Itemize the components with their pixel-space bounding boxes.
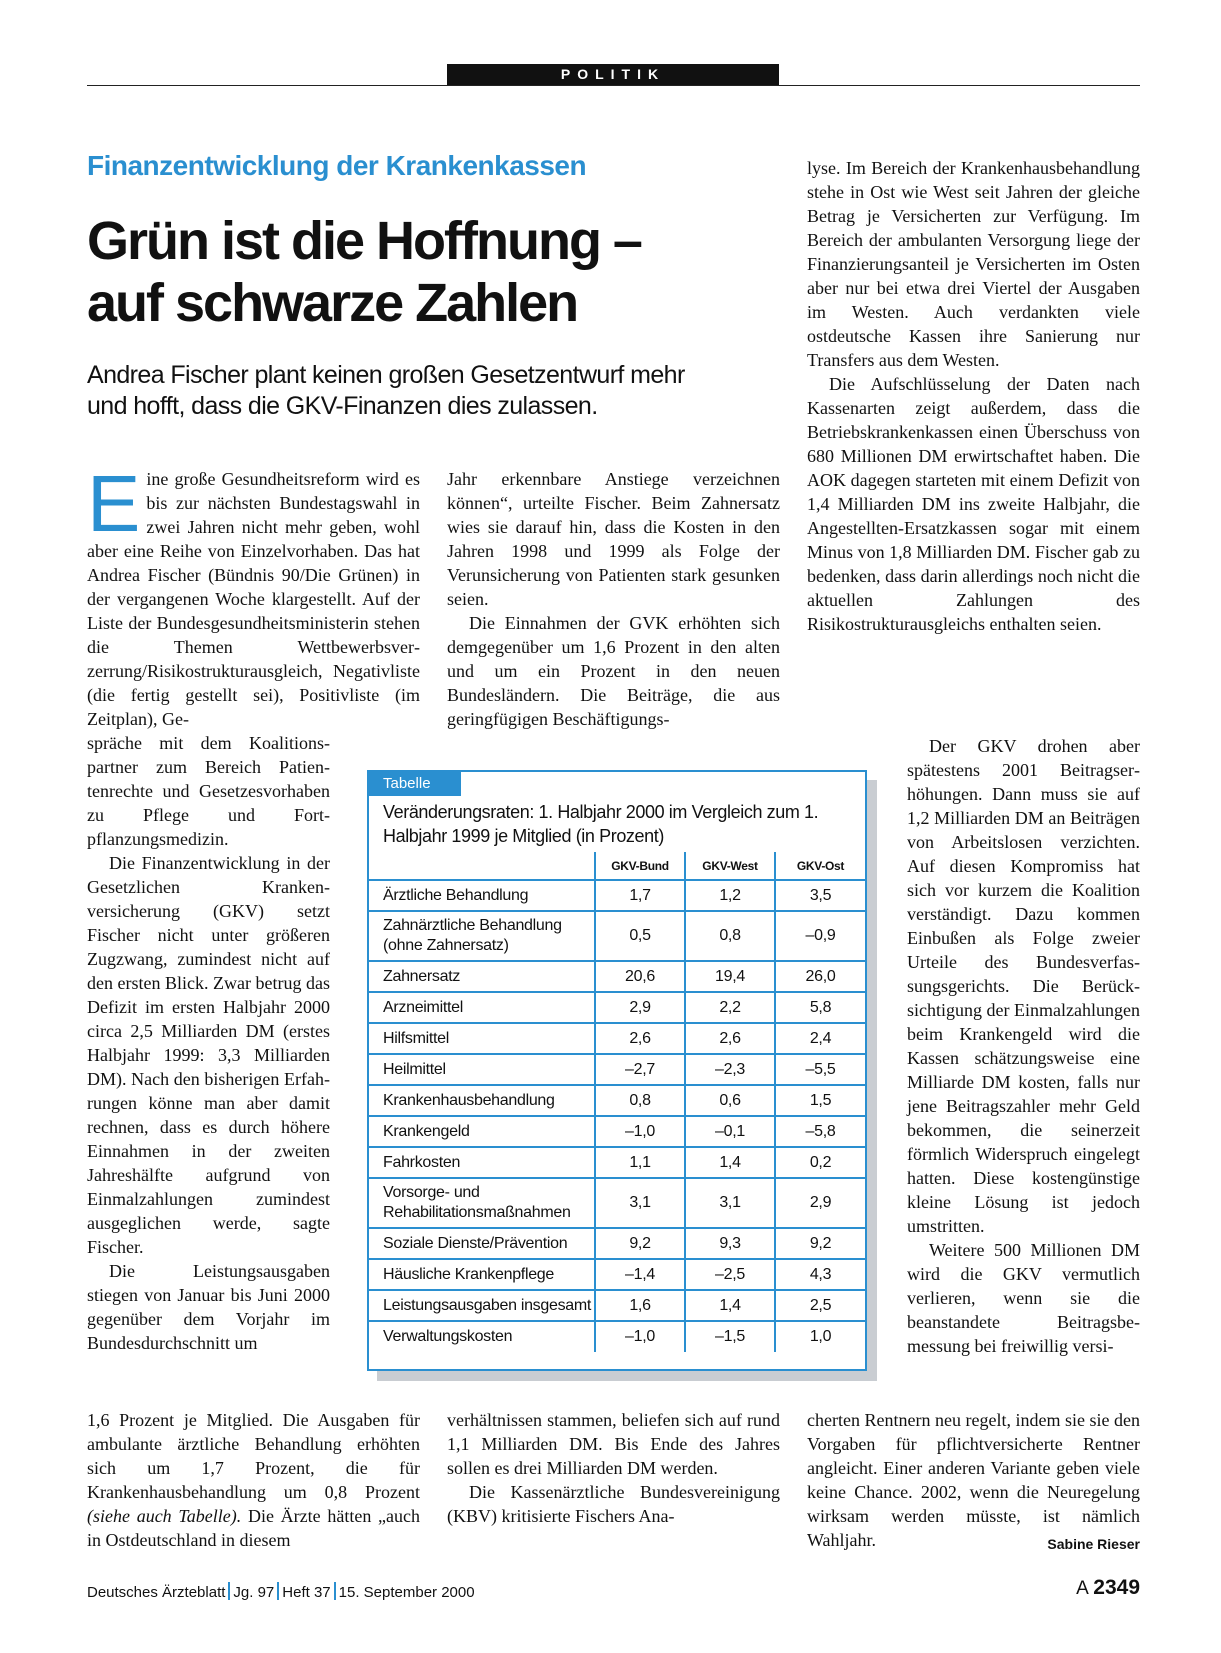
- table-cell-gkv-west: 3,1: [685, 1178, 775, 1228]
- table-row-label: Soziale Dienste/Prävention: [369, 1228, 595, 1259]
- table-cell-gkv-west: 0,6: [685, 1085, 775, 1116]
- table-cell-gkv-west: 0,8: [685, 911, 775, 961]
- headline-line-1: Grün ist die Hoffnung –: [87, 211, 641, 271]
- footer-separator: [228, 1582, 230, 1600]
- table-cell-gkv-bund: –1,4: [595, 1259, 685, 1290]
- article-column-3: [807, 156, 1140, 636]
- table-row: [369, 1023, 865, 1054]
- paragraph-3-text: 1,6 Prozent je Mitglied. Die Ausgaben für ambulante ärztliche Behandlung erhöhten sich um 1,7 Prozent, die für Krankenhausbehandlung um 0,8 Prozent: [87, 1410, 420, 1502]
- kicker: Finanzentwicklung der Krankenkassen: [87, 150, 587, 181]
- table-row: [369, 1116, 865, 1147]
- table-cell-gkv-ost: 26,0: [775, 961, 865, 992]
- article-column-1-bottom: [87, 1408, 420, 1552]
- paragraph-3: Die Leistungsausgaben stiegen von Januar bis Juni 2000 gegenüber dem Vorjahr im Bundesdurchschnitt um: [87, 1261, 330, 1353]
- data-table: [369, 852, 865, 1352]
- table-cell-gkv-bund: –2,7: [595, 1054, 685, 1085]
- article-column-3-bottom: [807, 1408, 1140, 1556]
- footer-issue: Heft 37: [282, 1584, 331, 1601]
- table-cell-gkv-west: 9,3: [685, 1228, 775, 1259]
- paragraph-9: Der GKV drohen aber spätestens 2001 Beitragserhöhungen. Dann muss sie auf 1,2 Milliarden DM an Beiträgen von Arbeitslosen verzichten. Auf diesen Kompromiss hat sich vor kurzem die Koalition verständigt. Dazu kommen Einbußen als Folge zweier Urteile des Bundesverfassungsgerichts. Die Berücksichtigung der Einmalzahlungen beim Krankengeld wird die Kassen schätzungsweise eine Milliarde DM kosten, falls nur jene Beitragszahler mehr Geld bekommen, die seinerzeit förmlich Widerspruch eingelegt hatten. Diese kostengünstige kleine Lösung ist jedoch umstritten.: [907, 736, 1140, 1236]
- table-row-label: Fahrkosten: [369, 1147, 595, 1178]
- data-table-box: [367, 770, 867, 1371]
- table-header-row: [369, 852, 865, 880]
- table-cell-gkv-bund: 0,8: [595, 1085, 685, 1116]
- footer-citation: [87, 1582, 475, 1601]
- table-caption: Veränderungsraten: 1. Halbjahr 2000 im Vergleich zum 1. Halbjahr 1999 je Mitglied (in Prozent): [383, 802, 819, 846]
- paragraph-1: [87, 459, 420, 731]
- table-cell-gkv-bund: 3,1: [595, 1178, 685, 1228]
- table-cell-gkv-ost: 2,5: [775, 1290, 865, 1321]
- footer-journal: Deutsches Ärzteblatt: [87, 1584, 226, 1601]
- dek-line-2: und hofft, dass die GKV-Finanzen dies zulassen.: [87, 392, 598, 420]
- footer-separator: [334, 1582, 336, 1600]
- paragraph-5: Die Einnahmen der GVK erhöhten sich demgegenüber um 1,6 Prozent in den alten und um ein Prozent in den neuen Bundesländern. Die Beiträge, die aus geringfügigen Beschäftigungs-: [447, 613, 780, 729]
- dek: [87, 360, 807, 422]
- paragraph-4: Jahr erkennbare Anstiege verzeichnen können“, urteilte Fischer. Beim Zahnersatz wies sie darauf hin, dass die Kosten in den Jahren 1998 und 1999 als Folge der Verunsicherung von Patienten stark gesunken seien.: [447, 469, 780, 609]
- table-cell-gkv-bund: –1,0: [595, 1321, 685, 1352]
- page-prefix: A: [1076, 1578, 1089, 1599]
- paragraph-1-cont: spräche mit dem Koalitionspartner zum Bereich Patientenrechte und Gesetzesvorhaben zu Pflege und Fortpflanzungsmedizin.: [87, 733, 330, 849]
- paragraph-3-tail: Die Ärzte hätten „auch in Ostdeutschland in diesem: [87, 1506, 420, 1550]
- table-row-label: Leistungsausgaben insgesamt: [369, 1290, 595, 1321]
- section-rule: [87, 85, 1140, 86]
- table-cell-gkv-ost: 5,8: [775, 992, 865, 1023]
- table-cell-gkv-ost: 1,5: [775, 1085, 865, 1116]
- paragraph-10-cont: [807, 1408, 1140, 1552]
- table-row-label: Hilfsmittel: [369, 1023, 595, 1054]
- table-row: [369, 1147, 865, 1178]
- table-cell-gkv-ost: 2,9: [775, 1178, 865, 1228]
- table-cell-gkv-ost: 1,0: [775, 1321, 865, 1352]
- article-column-3-narrow: [907, 734, 1140, 1358]
- page-number-block: [1076, 1576, 1140, 1600]
- table-cell-gkv-west: –1,5: [685, 1321, 775, 1352]
- article-column-2: [447, 467, 780, 731]
- table-cell-gkv-bund: 2,9: [595, 992, 685, 1023]
- table-header-gkv-bund: GKV-Bund: [595, 852, 685, 880]
- paragraph-3-cont: [87, 1408, 420, 1552]
- table-cell-gkv-west: –2,5: [685, 1259, 775, 1290]
- table-row-label: Krankengeld: [369, 1116, 595, 1147]
- paragraph-5-cont: verhältnissen stammen, beliefen sich auf rund 1,1 Milliarden DM. Bis Ende des Jahres sollen es drei Milliarden DM werden.: [447, 1410, 780, 1478]
- footer-separator: [277, 1582, 279, 1600]
- table-cell-gkv-bund: 1,6: [595, 1290, 685, 1321]
- dek-line-1: Andrea Fischer plant keinen großen Gesetzentwurf mehr: [87, 361, 685, 389]
- paragraph-7: lyse. Im Bereich der Krankenhausbehandlung stehe in Ost wie West seit Jahren der gleiche Betrag je Versicherten zur Verfügung. Im Bereich der ambulanten Versorgung liege der Finanzierungsanteil je Versicherten im Osten aber nur bei etwa drei Viertel der Ausgaben im Westen. Auch verdankten viele ostdeutsche Kassen ihre Sanierung nur Transfers aus dem Westen.: [807, 158, 1140, 370]
- table-cell-gkv-west: 2,6: [685, 1023, 775, 1054]
- table-cell-gkv-ost: 3,5: [775, 880, 865, 911]
- table-cell-gkv-west: 1,2: [685, 880, 775, 911]
- footer-volume: Jg. 97: [233, 1584, 275, 1601]
- table-cell-gkv-ost: 2,4: [775, 1023, 865, 1054]
- article-column-1-narrow: [87, 731, 330, 1355]
- table-reference: (siehe auch Tabelle).: [87, 1506, 242, 1526]
- article-column-2-bottom: [447, 1408, 780, 1528]
- paragraph-6: Die Kassenärztliche Bundesvereinigung (KBV) kritisierte Fischers Ana-: [447, 1482, 780, 1526]
- article-column-1: [87, 459, 420, 731]
- headline-line-2: auf schwarze Zahlen: [87, 273, 578, 333]
- table-row: [369, 961, 865, 992]
- table-cell-gkv-ost: 0,2: [775, 1147, 865, 1178]
- table-header-gkv-ost: GKV-Ost: [775, 852, 865, 880]
- table-cell-gkv-bund: 1,7: [595, 880, 685, 911]
- table-cell-gkv-west: 1,4: [685, 1290, 775, 1321]
- table-cell-gkv-west: –2,3: [685, 1054, 775, 1085]
- table-row-label: Häusliche Krankenpflege: [369, 1259, 595, 1290]
- table-row-label: Arzneimittel: [369, 992, 595, 1023]
- table-row-label: Krankenhausbehandlung: [369, 1085, 595, 1116]
- table-cell-gkv-ost: –5,5: [775, 1054, 865, 1085]
- table-cell-gkv-ost: –0,9: [775, 911, 865, 961]
- footer-date: 15. September 2000: [338, 1584, 475, 1601]
- paragraph-1-text: ine große Gesundheitsreform wird es bis zur nächsten Bundestagswahl in zwei Jahren nicht mehr geben, wohl aber eine Reihe von Einzelvorhaben. Das hat Andrea Fischer (Bündnis 90/Die Grünen) in der vergangenen Woche klargestellt. Auf der Liste der Bundesgesundheitsministerin stehen die Themen Wettbewerbsverzerrung/Risikostrukturausgleich, Negativliste (die fertig gestellt sei), Positivliste (im Zeitplan), Ge-: [87, 469, 420, 729]
- table-row-label: Heilmittel: [369, 1054, 595, 1085]
- table-cell-gkv-ost: –5,8: [775, 1116, 865, 1147]
- paragraph-2: Die Finanzentwicklung in der Gesetzlichen Krankenversicherung (GKV) setzt Fischer nicht unter größeren Zugzwang, zumindest nicht auf den ersten Blick. Zwar betrug das Defizit im ersten Halbjahr 2000 circa 2,5 Milliarden DM (erstes Halbjahr 1999: 3,3 Milliarden DM). Nach den bisherigen Erfahrungen könne man aber damit rechnen, dass es durch höhere Einnahmen in der zweiten Jahreshälfte aufgrund von Einmalzahlungen zumindest ausgeglichen werde, sagte Fischer.: [87, 853, 330, 1257]
- table-header-gkv-west: GKV-West: [685, 852, 775, 880]
- table-row-label: Verwaltungskosten: [369, 1321, 595, 1352]
- table-row: [369, 1054, 865, 1085]
- table-row: [369, 1178, 865, 1228]
- byline: Sabine Rieser: [1047, 1536, 1140, 1552]
- table-cell-gkv-bund: 2,6: [595, 1023, 685, 1054]
- table-cell-gkv-bund: 9,2: [595, 1228, 685, 1259]
- table-cell-gkv-west: 1,4: [685, 1147, 775, 1178]
- dropcap: E: [87, 459, 141, 548]
- table-row: [369, 992, 865, 1023]
- headline: [87, 210, 807, 334]
- table-row: [369, 1290, 865, 1321]
- table-cell-gkv-ost: 4,3: [775, 1259, 865, 1290]
- paragraph-10: Weitere 500 Millionen DM wird die GKV vermutlich verlieren, wenn sie die beanstandete Beitragsbemessung bei freiwillig versi-: [907, 1240, 1140, 1356]
- page-number: 2349: [1093, 1576, 1140, 1599]
- table-cell-gkv-ost: 9,2: [775, 1228, 865, 1259]
- table-header-label: [369, 852, 595, 880]
- table-cell-gkv-bund: –1,0: [595, 1116, 685, 1147]
- table-row-label: Zahnärztliche Behandlung (ohne Zahnersatz): [369, 911, 595, 961]
- table-row-label: Zahnersatz: [369, 961, 595, 992]
- table-row: [369, 911, 865, 961]
- table-row: [369, 1085, 865, 1116]
- table-row: [369, 1259, 865, 1290]
- table-row: [369, 1321, 865, 1352]
- table-cell-gkv-bund: 20,6: [595, 961, 685, 992]
- paragraph-10-text: cherten Rentnern neu regelt, indem sie sie den Vorgaben für pflichtversicherte Rentner angleicht. Einer anderen Variante geben viele keine Chance. 2002, wenn die Neuregelung wirksam werden müsste, ist nämlich Wahljahr.: [807, 1410, 1140, 1550]
- paragraph-8: Die Aufschlüsselung der Daten nach Kassenarten zeigt außerdem, dass die Betriebskrankenkassen einen Überschuss von 680 Millionen DM erwirtschaftet haben. Die AOK dagegen starteten mit einem Defizit von 1,4 Milliarden DM ins zweite Halbjahr, die Angestellten-Ersatzkassen sogar mit einem Minus von 1,8 Milliarden DM. Fischer gab zu bedenken, dass darin allerdings noch nicht die aktuellen Zahlungen des Risikostrukturausgleichs enthalten seien.: [807, 374, 1140, 634]
- table-body: [369, 880, 865, 1352]
- section-label: POLITIK: [447, 64, 779, 85]
- table-row-label: Vorsorge- und Rehabilitationsmaßnahmen: [369, 1178, 595, 1228]
- table-cell-gkv-west: 19,4: [685, 961, 775, 992]
- table-row-label: Ärztliche Behandlung: [383, 886, 529, 904]
- table-cell-gkv-west: –0,1: [685, 1116, 775, 1147]
- table-tag: Tabelle: [369, 772, 461, 796]
- table-cell-gkv-bund: 1,1: [595, 1147, 685, 1178]
- table-row: [369, 1228, 865, 1259]
- table-cell-gkv-west: 2,2: [685, 992, 775, 1023]
- table-row: [369, 880, 865, 911]
- table-cell-gkv-bund: 0,5: [595, 911, 685, 961]
